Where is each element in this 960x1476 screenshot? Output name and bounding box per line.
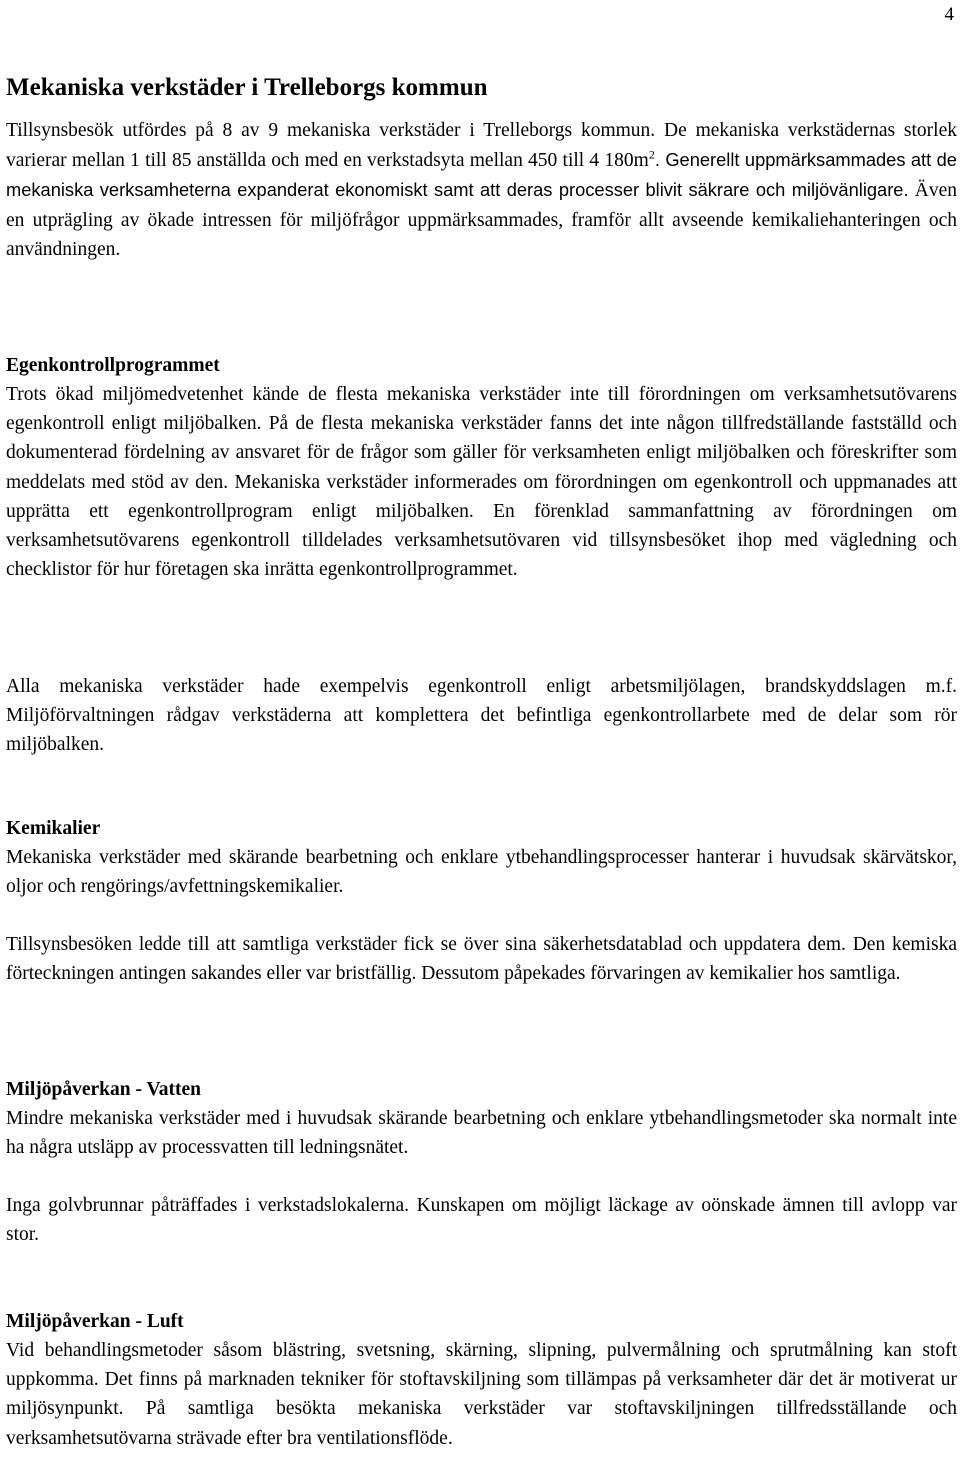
intro-text-end: Även en utprägling av ökade intressen för miljöfrågor uppmärksammades, framför allt avseende kemikaliehanteringen och användningen.	[6, 180, 957, 260]
egenkontroll-paragraph-1: Trots ökad miljömedvetenhet kände de flesta mekaniska verkstäder inte till förordningen om verksamhetsutövarens egenkontroll enligt miljöbalken. På de flesta mekaniska verkstäder fanns det inte någon tillfredställande fastställd och dokumenterad fördelning av ansvaret för de frågor som gäller för verksamheten enligt miljöbalken och föreskrifter som meddelats med stöd av den. Mekaniska verkstäder informerades om förordningen om egenkontroll och uppmanades att upprätta ett egenkontrollprogram enligt miljöbalken. En förenklad sammanfattning av förordningen om verksamhetsutövarens egenkontroll tilldelades verksamhetsutövaren vid tillsynsbesöket ihop med vägledning och checklistor för hur företagen ska inrätta egenkontrollprogrammet.	[6, 384, 957, 581]
section-heading-kemikalier: Kemikalier	[6, 818, 101, 839]
vatten-paragraph-1: Mindre mekaniska verkstäder med i huvudsak skärande bearbetning och enklare ytbehandlingsmetoder ska normalt inte ha några utsläpp av processvatten till ledningsnätet.	[6, 1108, 957, 1159]
section-heading-luft: Miljöpåverkan - Luft	[6, 1311, 184, 1332]
section-heading-egenkontroll: Egenkontrollprogrammet	[6, 355, 220, 376]
page-number: 4	[944, 4, 954, 25]
kemikalier-paragraph-2: Tillsynsbesöken ledde till att samtliga verkstäder fick se över sina säkerhetsdatablad och uppdatera dem. Den kemiska förteckningen antingen sakandes eller var bristfällig. Dessutom påpekades förvaringen av kemikalier hos samtliga.	[6, 934, 957, 985]
area-superscript: 2	[648, 147, 655, 162]
egenkontroll-paragraph-2: Alla mekaniska verkstäder hade exempelvis egenkontroll enligt arbetsmiljölagen, brandskyddslagen m.f. Miljöförvaltningen rådgav verkstäderna att komplettera det befintliga egenkontrollarbete med de delar som rör miljöbalken.	[6, 676, 957, 756]
intro-text-sans: . Generellt uppmärksammades att de mekaniska verksamheterna expanderat ekonomiskt samt att deras processer blivit säkrare och miljövänligare.	[6, 149, 957, 201]
intro-paragraph	[6, 116, 957, 264]
intro-text-start: Tillsynsbesök utfördes på 8 av 9 mekaniska verkstäder i Trelleborgs kommun. De mekaniska verkstädernas storlek varierar mellan 1 till 85 anställda och med en verkstadsyta mellan 450 till 4 180m	[6, 120, 957, 172]
section-heading-vatten: Miljöpåverkan - Vatten	[6, 1079, 201, 1100]
luft-paragraph-1: Vid behandlingsmetoder såsom blästring, svetsning, skärning, slipning, pulvermålning och sprutmålning kan stoft uppkomma. Det finns på marknaden tekniker för stoftavskiljning som tillämpas på verksamheter där det är motiverat ur miljösynpunkt. På samtliga besökta mekaniska verkstäder var stoftavskiljningen tillfredsställande och verksamhetsutövarna strävade efter bra ventilationsflöde.	[6, 1340, 957, 1449]
page-title: Mekaniska verkstäder i Trelleborgs kommun	[6, 74, 488, 101]
kemikalier-paragraph-1: Mekaniska verkstäder med skärande bearbetning och enklare ytbehandlingsprocesser hanterar i huvudsak skärvätskor, oljor och rengörings/avfettningskemikalier.	[6, 847, 957, 898]
vatten-paragraph-2: Inga golvbrunnar påträffades i verkstadslokalerna. Kunskapen om möjligt läckage av oönskade ämnen till avlopp var stor.	[6, 1195, 957, 1246]
